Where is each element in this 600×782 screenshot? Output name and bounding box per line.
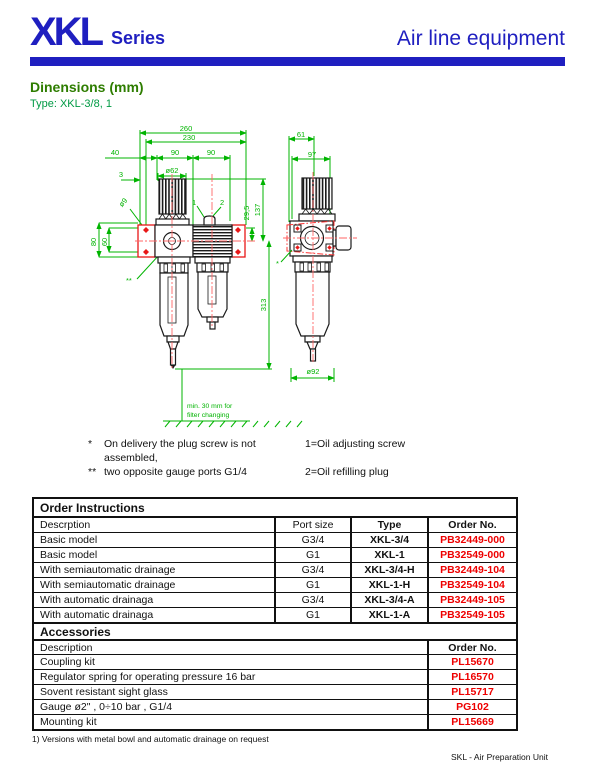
cell-description: Basic model <box>40 549 98 561</box>
clearance-note-line2: filter changing <box>187 412 230 419</box>
side-filter-bowl <box>296 272 329 336</box>
cell-acc-description: Coupling kit <box>40 656 95 668</box>
col-type: Type <box>350 518 427 532</box>
table-row <box>34 532 516 547</box>
table-row <box>34 592 516 607</box>
oil-refilling-plug <box>204 216 215 225</box>
table-row <box>34 607 516 622</box>
col-acc-order-no: Order No. <box>427 641 516 654</box>
dim-dia92: ø92 <box>306 367 320 376</box>
table-row <box>34 562 516 577</box>
cell-acc-order-no: PL16570 <box>427 670 516 684</box>
cell-description: With semiautomatic drainage <box>40 579 176 591</box>
note2-marker: ** <box>88 466 97 478</box>
front-view <box>89 124 302 427</box>
cell-acc-order-no: PL15717 <box>427 685 516 699</box>
document-title: Air line equipment <box>396 27 565 50</box>
callout-1: 1 <box>192 198 197 207</box>
regulator-knob <box>159 179 186 214</box>
cell-type: XKL-1-H <box>350 578 427 592</box>
cell-acc-description: Gauge ø2" , 0÷10 bar , G1/4 <box>40 701 173 713</box>
cell-port: G1 <box>274 548 350 562</box>
side-view <box>276 130 357 382</box>
cell-order-no: PB32449-000 <box>427 533 516 547</box>
table-row <box>34 547 516 562</box>
accessory-row <box>34 699 516 714</box>
dim-313: 313 <box>259 298 268 312</box>
dim-dia9: ø9 <box>116 196 130 209</box>
cell-type: XKL-3/4 <box>350 533 427 547</box>
header-divider-bar <box>30 57 565 66</box>
dim-3: 3 <box>118 170 124 179</box>
dim-60: 60 <box>100 237 109 247</box>
cell-port: G1 <box>274 578 350 592</box>
dim-90-right: 90 <box>206 148 216 157</box>
col-port-size: Port size <box>274 518 350 532</box>
cell-acc-order-no: PG102 <box>427 700 516 714</box>
dim-97: 97 <box>307 150 317 159</box>
lubricator-bowl <box>198 272 227 317</box>
side-note-marker: * <box>276 259 279 268</box>
dim-90-left: 90 <box>170 148 180 157</box>
dim-61: 61 <box>296 130 306 139</box>
drawing-notes <box>88 437 528 479</box>
accessory-row <box>34 684 516 699</box>
gauge-ports-marker: ** <box>126 276 132 285</box>
type-line: Type: XKL-3/8, 1 <box>30 98 112 110</box>
cell-port: G3/4 <box>274 563 350 577</box>
footnote: 1) Versions with metal bowl and automatic drainage on request <box>32 734 269 744</box>
cell-type: XKL-3/4-A <box>350 593 427 607</box>
section-heading: Dinensions (mm) <box>30 79 144 95</box>
note-line-1 <box>88 437 528 465</box>
filter-bowl <box>160 273 188 336</box>
legend-1: 1=Oil adjusting screw <box>305 438 406 450</box>
cell-type: XKL-3/4-H <box>350 563 427 577</box>
cell-acc-description: Mounting kit <box>40 716 97 728</box>
cell-description: Basic model <box>40 534 98 546</box>
cell-order-no: PB32549-000 <box>427 548 516 562</box>
cell-port: G1 <box>274 608 350 622</box>
note2-text: two opposite gauge ports G1/4 <box>104 466 248 478</box>
table-row <box>34 577 516 592</box>
accessory-row <box>34 714 516 729</box>
cell-order-no: PB32449-104 <box>427 563 516 577</box>
dim-137: 137 <box>253 203 262 217</box>
order-instructions-title: Order Instructions <box>40 500 145 515</box>
order-table-header <box>34 516 516 532</box>
brand-logo <box>30 12 165 52</box>
cell-order-no: PB32549-105 <box>427 608 516 622</box>
accessories-title: Accessories <box>34 622 516 639</box>
drain-stem <box>171 349 176 365</box>
dim-29-5: 29,5 <box>242 205 251 221</box>
cell-order-no: PB32449-105 <box>427 593 516 607</box>
page-footer: SKL - Air Preparation Unit <box>450 752 548 762</box>
dim-80: 80 <box>89 237 98 247</box>
accessory-row <box>34 654 516 669</box>
dim-40: 40 <box>110 148 120 157</box>
cell-description: With semiautomatic drainage <box>40 564 176 576</box>
side-regulator-knob <box>302 178 332 209</box>
cell-acc-order-no: PL15669 <box>427 715 516 729</box>
dim-260: 260 <box>179 124 193 133</box>
callout-2: 2 <box>220 198 225 207</box>
order-table <box>32 497 518 731</box>
cell-description: With automatic drainaga <box>40 609 154 621</box>
col-description: Descrption <box>40 519 91 531</box>
cell-acc-order-no: PL15670 <box>427 655 516 669</box>
col-acc-description: Description <box>40 641 93 654</box>
note1-marker: * <box>88 438 93 450</box>
note1-text: On delivery the plug screw is not assembled, <box>104 438 256 464</box>
cell-acc-description: Regulator spring for operating pressure 16 bar <box>40 671 256 683</box>
cell-description: With automatic drainaga <box>40 594 154 606</box>
brand-series-label: Series <box>111 28 166 48</box>
accessory-row <box>34 669 516 684</box>
cell-type: XKL-1-A <box>350 608 427 622</box>
dim-dia62: ø62 <box>165 166 179 175</box>
legend-2: 2=Oil refilling plug <box>305 466 389 478</box>
cell-type: XKL-1 <box>350 548 427 562</box>
dim-230: 230 <box>182 133 196 142</box>
col-order-no: Order No. <box>427 518 516 532</box>
cell-port: G3/4 <box>274 593 350 607</box>
technical-drawing <box>85 124 435 436</box>
accessories-header <box>34 639 516 654</box>
cell-acc-description: Sovent resistant sight glass <box>40 686 168 698</box>
brand-name: XKL <box>30 10 101 54</box>
cell-port: G3/4 <box>274 533 350 547</box>
note-line-2 <box>88 465 528 479</box>
clearance-note-line1: min. 30 mm for <box>187 403 233 410</box>
cell-order-no: PB32549-104 <box>427 578 516 592</box>
